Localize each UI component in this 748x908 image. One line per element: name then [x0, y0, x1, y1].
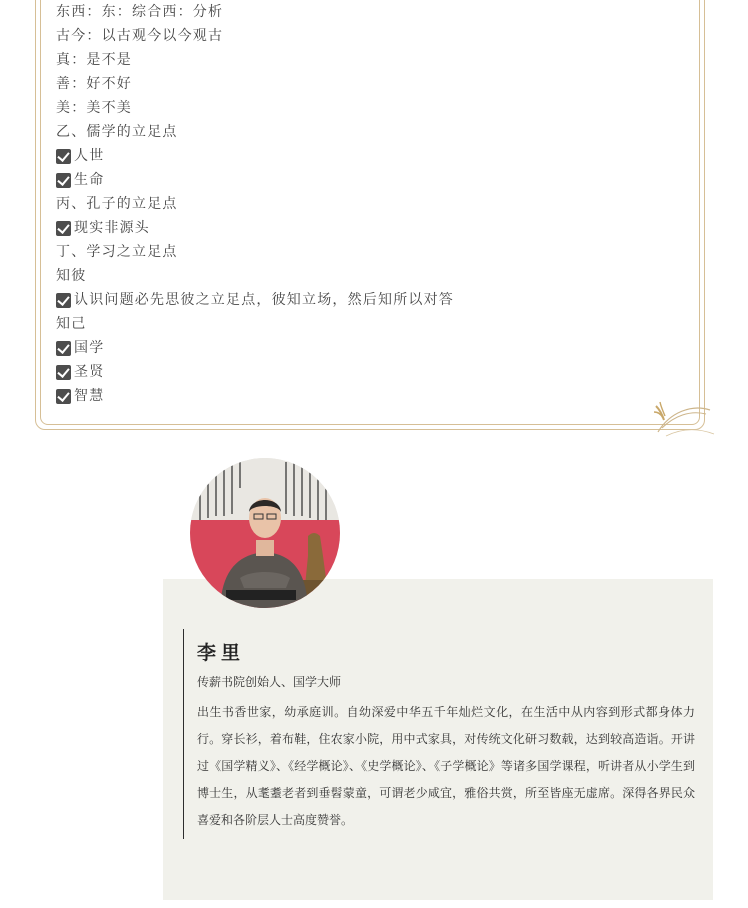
checkbox-checked-icon [56, 221, 71, 236]
outline-line [56, 24, 676, 48]
outline-line-text: 国学 [74, 340, 105, 356]
outline-line [56, 0, 676, 24]
checklist-item [56, 360, 676, 384]
outline-line-text: 乙、儒学的立足点 [56, 124, 178, 140]
profile-bio: 出生书香世家，幼承庭训。自幼深爱中华五千年灿烂文化，在生活中从内容到形式都身体力行。穿长衫，着布鞋，住农家小院，用中式家具，对传统文化研习数载，达到较高造诣。开讲过《国学精义》、《经学概论》、《史学概论》、《子学概论》等诸多国学课程，听讲者从小学生到博士生，从耄耋老者到垂髫蒙童，可谓老少咸宜，雅俗共赏，所至皆座无虚席。深得各界民众喜爱和各阶层人士高度赞誉。 [197, 705, 695, 827]
checkbox-checked-icon [56, 365, 71, 380]
outline-line-text: 东西：东：综合西：分析 [56, 4, 224, 20]
outline-line-text: 知己 [56, 316, 87, 332]
outline-line [56, 240, 676, 264]
outline-line-text: 圣贤 [74, 364, 105, 380]
outline-line [56, 48, 676, 72]
checklist-item [56, 288, 676, 312]
profile-accent-line [183, 629, 184, 839]
checklist-item [56, 144, 676, 168]
outline-line-text: 丙、孔子的立足点 [56, 196, 178, 212]
outline-line [56, 264, 676, 288]
checkbox-checked-icon [56, 341, 71, 356]
outline-line [56, 72, 676, 96]
outline-line-text: 知彼 [56, 268, 87, 284]
outline-line-text: 美：美不美 [56, 100, 132, 116]
checklist-item [56, 216, 676, 240]
checklist-item [56, 168, 676, 192]
outline-line-text: 丁、学习之立足点 [56, 244, 178, 260]
outline-line-text: 真：是不是 [56, 52, 132, 68]
outline-line-text: 智慧 [74, 388, 105, 404]
profile-title: 传薪书院创始人、国学大师 [197, 675, 342, 689]
outline-line [56, 120, 676, 144]
outline-line-text: 现实非源头 [74, 220, 150, 236]
checkbox-checked-icon [56, 293, 71, 308]
checkbox-checked-icon [56, 149, 71, 164]
outline-line [56, 192, 676, 216]
outline-line [56, 96, 676, 120]
outline-line-text: 善：好不好 [56, 76, 132, 92]
outline-line [56, 312, 676, 336]
outline-line-text: 古今：以古观今以今观古 [56, 28, 224, 44]
outline-line-text: 认识问题必先思彼之立足点，彼知立场，然后知所以对答 [74, 292, 454, 308]
outline-line-text: 生命 [74, 172, 105, 188]
checkbox-checked-icon [56, 389, 71, 404]
outline-list [56, 0, 676, 408]
profile-name: 李里 [197, 642, 246, 664]
outline-line-text: 人世 [74, 148, 105, 164]
avatar [190, 458, 340, 608]
avatar-photo [190, 458, 340, 608]
checkbox-checked-icon [56, 173, 71, 188]
checklist-item [56, 384, 676, 408]
checklist-item [56, 336, 676, 360]
